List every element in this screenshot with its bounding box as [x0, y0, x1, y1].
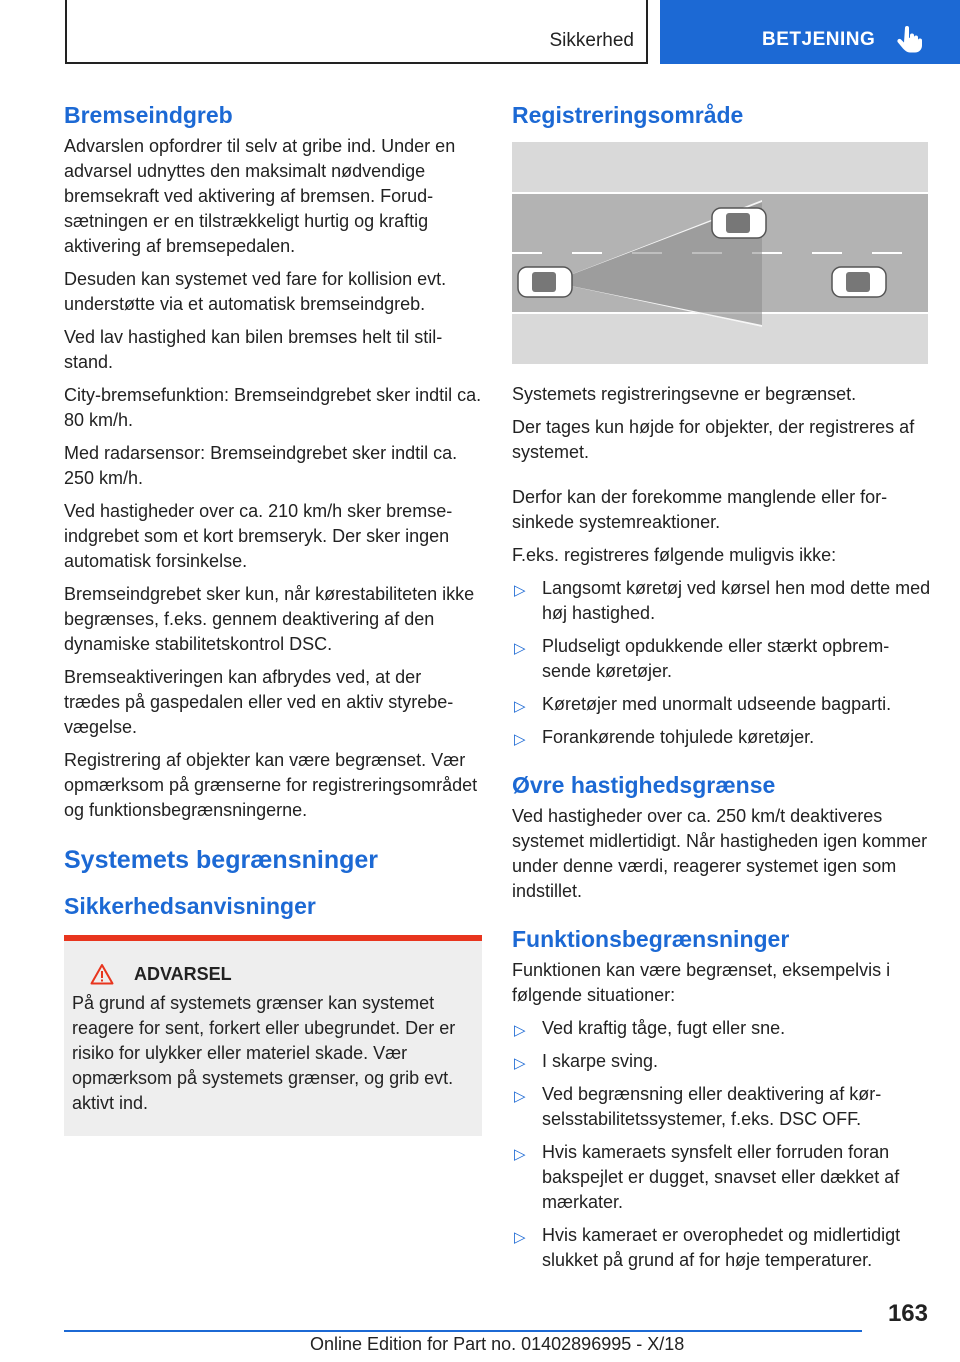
- list-item: ▷ Hvis kameraet er overophedet og midlertidigt slukket på grund af for høje temperaturer.: [514, 1225, 901, 1270]
- left-column: [64, 100, 482, 1136]
- warning-header: [90, 963, 468, 985]
- list-item: ▷ Forankørende tohjulede køretøjer.: [512, 725, 932, 750]
- right-column: [512, 100, 932, 1281]
- function-limits-list: [512, 1016, 932, 1273]
- triangle-bullet-icon: ▷: [514, 1229, 526, 1246]
- paragraph: Derfor kan der forekomme manglende eller forsinkede systemreaktioner.: [512, 487, 888, 532]
- heading-bremseindgreb: Bremseindgreb: [64, 102, 233, 128]
- paragraph: Advarslen opfordrer til selv at gribe ind. Under en advarsel udnyttes den maksimalt nødvendige bremsekraft ved aktivering af bremsen. Forudsætningen er en tilstrækkeligt hurtig og kraftig aktivering af bremsepedalen.: [64, 136, 456, 256]
- paragraph: Ved lav hastighed kan bilen bremses helt til stilstand.: [64, 327, 443, 372]
- section-title: Sikkerhed: [549, 30, 634, 51]
- paragraph: Ved hastigheder over ca. 210 km/h sker bremseindgrebet som et kort bremseryk. Der sker ingen automatisk forsinkelse.: [64, 501, 453, 571]
- warning-label: ADVARSEL: [134, 963, 232, 984]
- heading-function-limits: Funktionsbegrænsninger: [512, 926, 790, 952]
- chapter-title: BETJENING: [762, 29, 876, 50]
- detection-area-figure: [512, 142, 928, 364]
- road-illustration: [512, 142, 928, 364]
- heading-system-limits: Systemets begrænsninger: [64, 846, 378, 874]
- paragraph: Funktionen kan være begrænset, eksempelvis i følgende situationer:: [512, 960, 891, 1005]
- list-item: ▷ Ved kraftig tåge, fugt eller sne.: [512, 1016, 932, 1041]
- header-section-box: [65, 0, 648, 64]
- triangle-bullet-icon: ▷: [514, 1022, 526, 1039]
- paragraph: Registrering af objekter kan være begrænset. Vær opmærksom på grænserne for registreringsområdet og funktionsbegrænsningerne.: [64, 750, 478, 820]
- heading-detection-area: Registreringsområde: [512, 102, 744, 128]
- car-icon: [518, 267, 572, 297]
- paragraph: Bremseaktiveringen kan afbrydes ved, at der trædes på gaspedalen eller ved en aktiv styrebevægelse.: [64, 667, 454, 737]
- list-item: ▷ Ved begrænsning eller deaktivering af kørselsstabilitetssystemer, f.eks. DSC OFF.: [514, 1084, 882, 1129]
- triangle-bullet-icon: ▷: [514, 698, 526, 715]
- warning-text: På grund af systemets grænser kan systemet reagere for sent, forkert eller ubegrundet. Der er risiko for ulykker eller materiel skade. Vær opmærksom på systemets grænser, og grib evt. aktivt ind.: [72, 993, 456, 1113]
- header-chapter-box: [660, 0, 960, 64]
- heading-safety-notes: Sikkerhedsanvisninger: [64, 893, 316, 919]
- triangle-bullet-icon: ▷: [514, 1088, 526, 1105]
- footer-divider: [64, 1330, 862, 1332]
- paragraph: Systemets registreringsevne er begrænset.: [512, 384, 857, 404]
- paragraph: City-bremsefunktion: Bremseindgrebet sker indtil ca. 80 km/h.: [64, 385, 482, 430]
- paragraph: Bremseindgrebet sker kun, når kørestabiliteten ikke begrænses, f.eks. gennem deaktivering af den dynamiske stabilitetskontrol DSC.: [64, 584, 475, 654]
- paragraph: Desuden kan systemet ved fare for kollision evt. understøtte via et automatisk bremseindgreb.: [64, 269, 447, 314]
- list-item: ▷ Langsomt køretøj ved kørsel hen mod dette med høj hastighed.: [514, 578, 931, 623]
- list-item: ▷ Køretøjer med unormalt udseende bagparti.: [512, 692, 932, 717]
- detection-limits-list: [512, 576, 932, 750]
- car-icon: [832, 267, 886, 297]
- triangle-bullet-icon: ▷: [514, 731, 526, 748]
- paragraph: Ved hastigheder over ca. 250 km/t deaktiveres systemet midlertidigt. Når hastigheden igen kommer under denne værdi, reagerer systemet igen som indstillet.: [512, 806, 928, 901]
- hand-pointer-icon: [896, 26, 922, 54]
- paragraph: Der tages kun højde for objekter, der registreres af systemet.: [512, 417, 915, 462]
- triangle-bullet-icon: ▷: [514, 640, 526, 657]
- heading-upper-speed-limit: Øvre hastighedsgrænse: [512, 772, 776, 798]
- car-icon: [712, 208, 766, 238]
- triangle-bullet-icon: ▷: [514, 1055, 526, 1072]
- paragraph: F.eks. registreres følgende muligvis ikke:: [512, 545, 837, 565]
- triangle-bullet-icon: ▷: [514, 582, 526, 599]
- paragraph: Med radarsensor: Bremseindgrebet sker indtil ca. 250 km/h.: [64, 443, 458, 488]
- page-header: [0, 0, 960, 66]
- list-item: ▷ I skarpe sving.: [512, 1049, 932, 1074]
- list-item: ▷ Hvis kameraets synsfelt eller forruden foran bakspejlet er dugget, snavset eller dækket af mærkater.: [514, 1142, 900, 1212]
- footer-edition: Online Edition for Part no. 01402896995 - X/18: [310, 1334, 685, 1354]
- warning-box: [64, 935, 482, 1136]
- page-number: 163: [887, 1300, 928, 1327]
- warning-triangle-icon: [90, 963, 114, 985]
- list-item: ▷ Pludseligt opdukkende eller stærkt opbremsende køretøjer.: [514, 636, 890, 681]
- triangle-bullet-icon: ▷: [514, 1146, 526, 1163]
